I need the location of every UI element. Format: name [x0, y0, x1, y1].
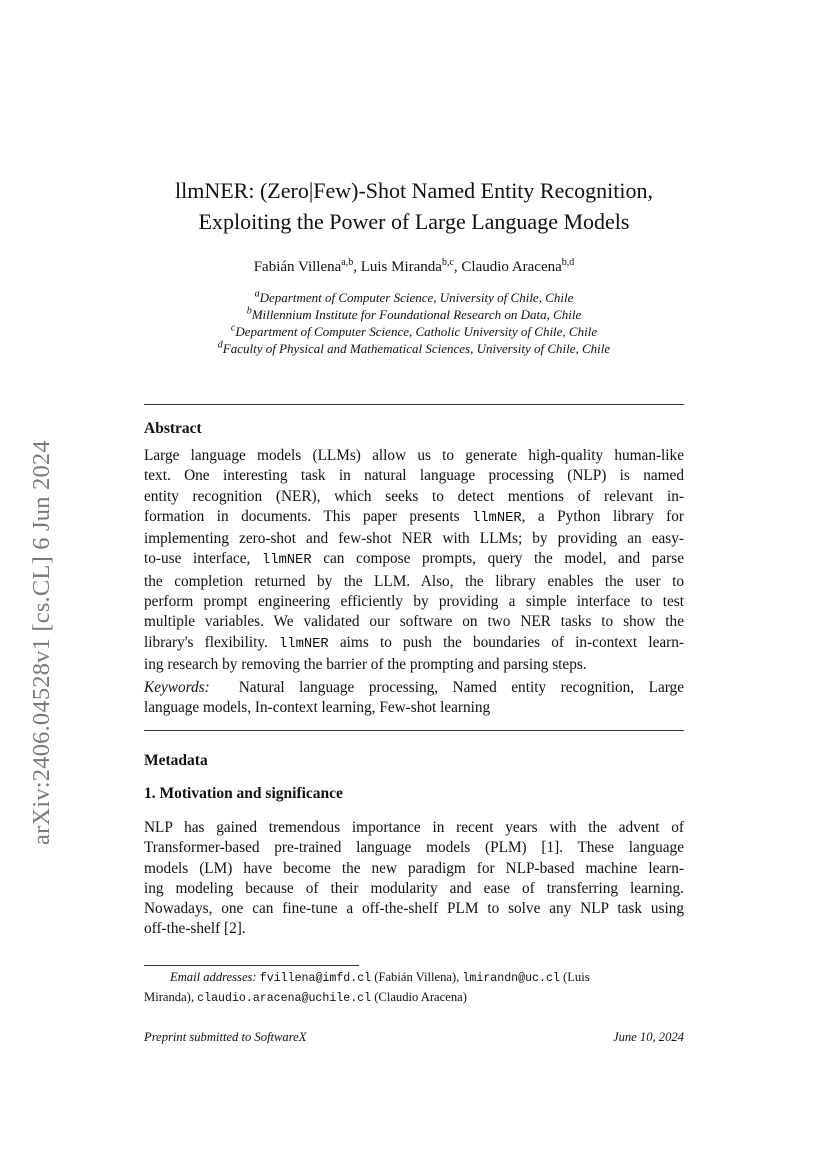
affiliation [144, 323, 684, 340]
body-line: ing modeling because of their modularity and ease of transferring learning. [144, 879, 684, 897]
abstract-line [144, 549, 684, 571]
abstract-text: formation in documents. This paper presents [144, 507, 460, 525]
keywords [144, 678, 684, 719]
section-heading: 1. Motivation and significance [144, 785, 343, 802]
email-link[interactable]: lmirandn@uc.cl [462, 972, 560, 985]
footnote-text: Miranda), [144, 990, 198, 1004]
affiliation [144, 306, 684, 323]
affiliation-mark: a [254, 288, 260, 300]
abstract-line: ing research by removing the barrier of the prompting and parsing steps. [144, 655, 587, 673]
abstract-text: library's flexibility. [144, 633, 268, 651]
email-link[interactable]: claudio.aracena@uchile.cl [197, 992, 372, 1005]
footnote-line [144, 988, 684, 1008]
footnote-label: Email addresses: [170, 970, 257, 984]
paper-title [144, 175, 684, 237]
affiliation-mark: c [230, 322, 236, 334]
affiliation [144, 289, 684, 306]
title-line-2: Exploiting the Power of Large Language Models [198, 209, 630, 234]
abstract-line: text. One interesting task in natural language processing (NLP) is named [144, 467, 684, 485]
abstract-line: the completion returned by the LLM. Also, the library enables the user to [144, 572, 684, 590]
footnote-line [144, 968, 684, 988]
keywords-line: language models, In-context learning, Few-shot learning [144, 699, 491, 717]
metadata-heading: Metadata [144, 752, 208, 769]
abstract-body [144, 446, 684, 675]
affiliation-list [144, 289, 684, 357]
abstract-bottom-rule [144, 730, 684, 731]
arxiv-id: arXiv:2406.04528v1 [cs.CL] 6 Jun 2024 [28, 440, 55, 845]
author-name: Luis Miranda [360, 259, 442, 275]
author-name: Fabián Villena [253, 259, 342, 275]
keywords-text: Natural language processing, Named entity recognition, Large [238, 679, 684, 696]
abstract-text: to-use interface, [144, 550, 251, 568]
footnote [144, 968, 684, 1008]
footnote-text: (Fabián Villena), [371, 970, 463, 984]
abstract-text: aims to push the boundaries of in-context learn- [328, 633, 685, 651]
abstract-line: Large language models (LLMs) allow us to generate high-quality human-like [144, 447, 684, 464]
library-name: llmNER [261, 553, 312, 569]
affiliation-mark: b [246, 305, 252, 317]
footer-left: Preprint submitted to SoftwareX [144, 1030, 307, 1044]
abstract-line: entity recognition (NER), which seeks to detect mentions of relevant in- [144, 487, 684, 505]
abstract-line: implementing zero-shot and few-shot NER with LLMs; by providing an easy- [144, 530, 684, 548]
keywords-label: Keywords: [144, 679, 210, 696]
section-body [144, 818, 684, 940]
body-line: Transformer-based pre-trained language models (PLM) [1]. These language [144, 839, 684, 857]
footer-right: June 10, 2024 [613, 1030, 684, 1044]
abstract-line: perform prompt engineering efficiently by providing a simple interface to test [144, 593, 684, 611]
body-line: off-the-shelf [2]. [144, 920, 246, 938]
affiliation [144, 340, 684, 357]
library-name: llmNER [279, 636, 329, 652]
abstract-line [144, 633, 684, 655]
affiliation-mark: d [217, 339, 223, 351]
keywords-line [144, 678, 684, 698]
affiliation-text: Department of Computer Science, Catholic University of Chile, Chile [235, 324, 598, 339]
body-line: models (LM) have become the new paradigm for NLP-based machine learn- [144, 859, 684, 877]
library-name: llmNER [471, 510, 522, 526]
arxiv-stamp [22, 375, 62, 845]
footnote-text: (Claudio Aracena) [371, 990, 467, 1004]
author-name: Claudio Aracena [461, 259, 562, 275]
footnote-text: (Luis [559, 970, 590, 984]
abstract-text: , a Python library for [521, 507, 685, 525]
title-line-1: llmNER: (Zero|Few)-Shot Named Entity Recognition, [175, 178, 653, 203]
abstract-heading: Abstract [144, 420, 202, 437]
author-list: Fabián Villena$^{a,b}$, Luis Miranda$^{b,c}$, Claudio Aracena$^{b,d}$ [253, 257, 575, 275]
abstract-top-rule [144, 404, 684, 405]
body-line: NLP has gained tremendous importance in recent years with the advent of [144, 819, 684, 836]
author-affiliation-mark: b,c [441, 257, 454, 268]
abstract-text: can compose prompts, query the model, and parse [311, 550, 684, 568]
author-affiliation-mark: b,d [561, 257, 575, 268]
abstract-line: multiple variables. We validated our software on two NER tasks to show the [144, 613, 684, 631]
email-link[interactable]: fvillena@imfd.cl [259, 972, 372, 985]
affiliation-text: Faculty of Physical and Mathematical Sciences, University of Chile, Chile [222, 341, 611, 356]
affiliation-text: Department of Computer Science, University of Chile, Chile [259, 290, 574, 305]
body-line: Nowadays, one can fine-tune a off-the-shelf PLM to solve any NLP task using [144, 900, 684, 918]
author-affiliation-mark: a,b [341, 257, 354, 268]
abstract-line [144, 507, 684, 529]
footnote-rule [144, 965, 359, 966]
affiliation-text: Millennium Institute for Foundational Research on Data, Chile [251, 307, 582, 322]
